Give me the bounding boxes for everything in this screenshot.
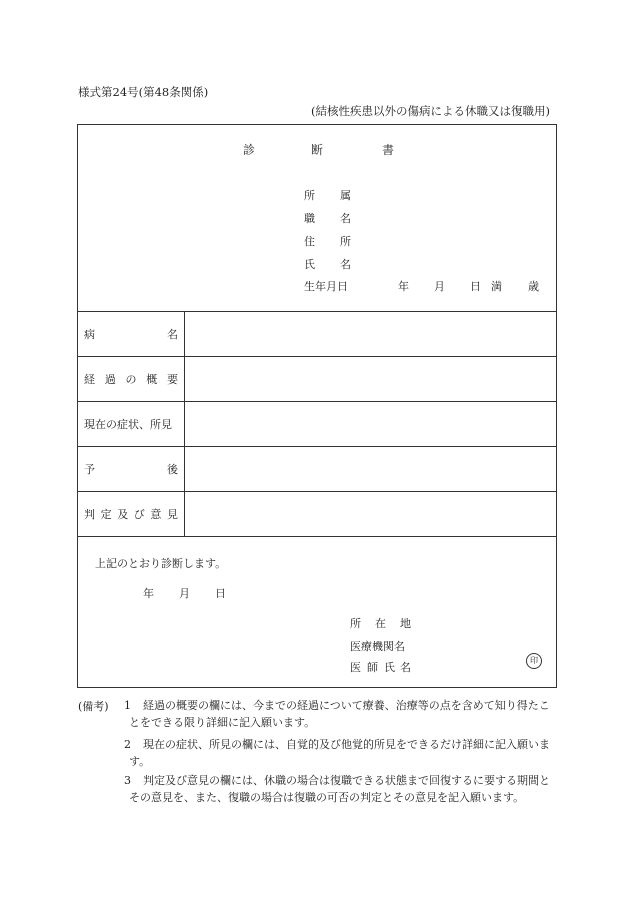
- age-full-label: 満: [491, 280, 502, 293]
- birth-day-label: 日: [470, 280, 481, 293]
- note-item: [124, 698, 554, 732]
- note-item: [124, 737, 554, 771]
- declaration-text: 上記のとおり診断します。: [95, 557, 227, 570]
- date-day-label: 日: [215, 587, 226, 600]
- title-char: 断: [311, 143, 324, 157]
- age-label: 歳: [528, 280, 539, 293]
- address-label-1: 住: [304, 235, 315, 248]
- form-number: 様式第24号(第48条関係): [78, 85, 209, 99]
- course-summary-label: 経 過 の 概 要: [84, 373, 178, 386]
- birth-month-label: 月: [434, 280, 445, 293]
- date-year-label: 年: [143, 587, 154, 600]
- birthdate-label: 生年月日: [304, 280, 348, 293]
- note-text: 現在の症状、所見の欄には、自覚的及び他覚的所見をできるだけ詳細に記入願います。: [129, 738, 550, 768]
- physician-label-2: 師: [367, 661, 378, 674]
- notes-heading: (備考): [78, 700, 109, 713]
- location-label-2: 在: [375, 617, 386, 630]
- judgment-opinion-label: 判 定 及 び 意 見: [84, 508, 178, 521]
- affiliation-label-2: 属: [340, 189, 351, 202]
- prognosis-label: 予 後: [84, 463, 178, 476]
- date-month-label: 月: [179, 587, 190, 600]
- certificate-frame: [77, 124, 557, 688]
- label-column-divider: [184, 311, 185, 536]
- location-label-3: 地: [400, 617, 411, 630]
- note-text: 判定及び意見の欄には、休職の場合は復職できる状態まで回復するに要する期間とその意見を、また、復職の場合は復職の可否の判定とその意見を記入願います。: [129, 774, 550, 804]
- position-label-2: 名: [340, 212, 351, 225]
- title-char: 書: [382, 143, 395, 157]
- note-text: 経過の概要の欄には、今までの経過について療養、治療等の点を含めて知り得たことをできる限り詳細に記入願います。: [129, 699, 550, 729]
- name-label-2: 名: [340, 258, 351, 271]
- institution-label: 医療機関名: [350, 640, 405, 653]
- title-char: 診: [243, 143, 256, 157]
- note-item: [124, 773, 554, 825]
- form-subtitle: (結核性疾患以外の傷病による休職又は復職用): [311, 104, 550, 118]
- physician-label-3: 氏: [384, 661, 395, 674]
- physician-label-4: 名: [400, 661, 411, 674]
- seal-mark: 印: [526, 653, 542, 669]
- note-number: 1: [124, 699, 131, 712]
- disease-name-label: 病 名: [84, 328, 178, 341]
- divider: [78, 536, 556, 537]
- current-symptoms-label: 現在の症状、所見: [84, 418, 172, 431]
- address-label-2: 所: [340, 235, 351, 248]
- note-number: 2: [124, 738, 131, 751]
- location-label-1: 所: [350, 617, 361, 630]
- affiliation-label-1: 所: [304, 189, 315, 202]
- physician-label-1: 医: [350, 661, 361, 674]
- note-number: 3: [124, 774, 131, 787]
- birth-year-label: 年: [398, 280, 409, 293]
- name-label-1: 氏: [304, 258, 315, 271]
- position-label-1: 職: [304, 212, 315, 225]
